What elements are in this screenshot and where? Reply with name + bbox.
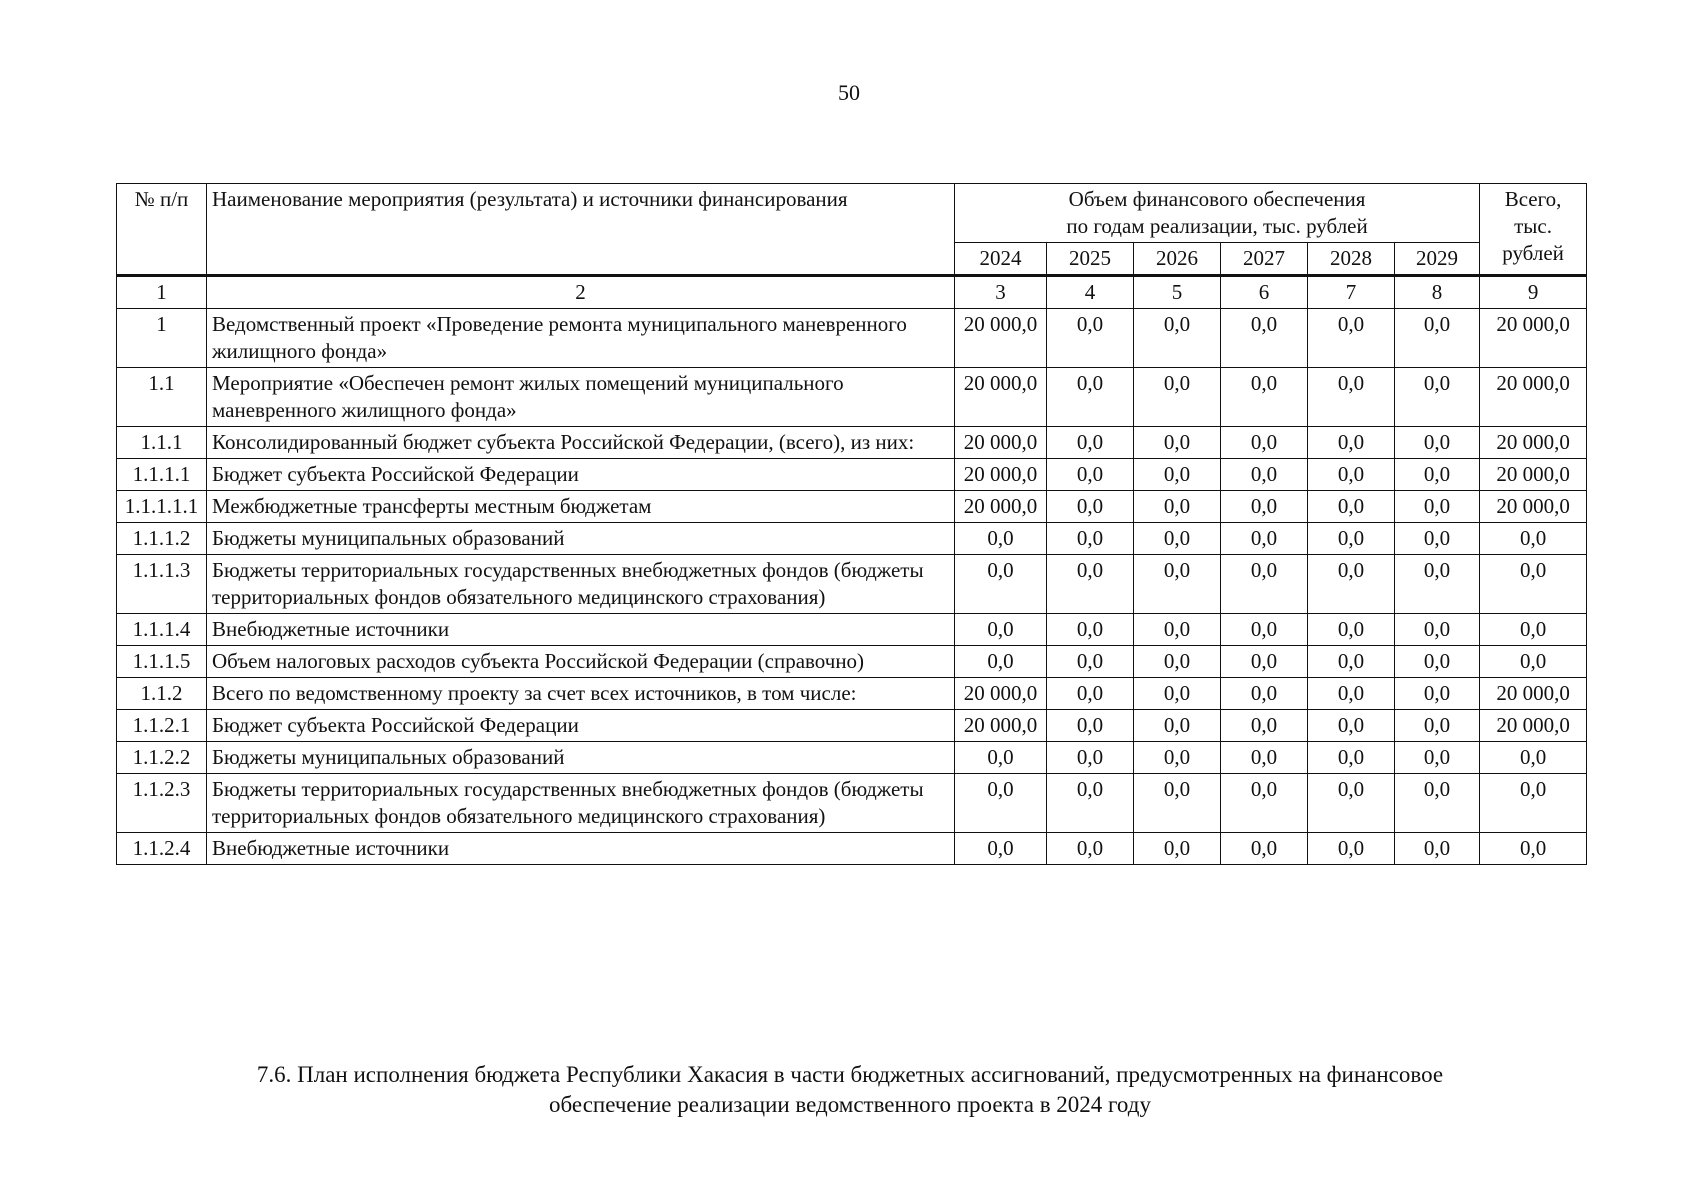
table-row: [117, 555, 1587, 614]
row-year-value: 0,0: [1395, 459, 1480, 491]
row-year-value: 0,0: [1395, 523, 1480, 555]
row-total-value: 0,0: [1480, 742, 1587, 774]
row-number: 1.1.1.1: [117, 459, 207, 491]
row-year-value: 0,0: [955, 555, 1047, 614]
row-year-value: 0,0: [1308, 678, 1395, 710]
section-caption: [120, 1060, 1580, 1120]
table-row: [117, 678, 1587, 710]
table-row: [117, 833, 1587, 865]
row-year-value: 0,0: [1221, 309, 1308, 368]
row-total-value: 0,0: [1480, 774, 1587, 833]
header-number: № п/п: [117, 184, 207, 276]
row-number: 1: [117, 309, 207, 368]
row-total-value: 0,0: [1480, 833, 1587, 865]
row-year-value: 0,0: [1134, 710, 1221, 742]
row-name: Бюджеты муниципальных образований: [207, 742, 955, 774]
row-year-value: 20 000,0: [955, 710, 1047, 742]
row-year-value: 0,0: [1047, 742, 1134, 774]
row-name: Объем налоговых расходов субъекта Российской Федерации (справочно): [207, 646, 955, 678]
row-year-value: 0,0: [1221, 710, 1308, 742]
row-year-value: 0,0: [1047, 555, 1134, 614]
row-year-value: 0,0: [955, 523, 1047, 555]
row-year-value: 0,0: [1395, 491, 1480, 523]
row-total-value: 20 000,0: [1480, 710, 1587, 742]
header-total-line1: Всего,: [1504, 187, 1562, 211]
header-row: [117, 184, 1587, 243]
row-year-value: 0,0: [1395, 710, 1480, 742]
column-index: 1: [117, 276, 207, 309]
table-row: [117, 309, 1587, 368]
row-total-value: 0,0: [1480, 555, 1587, 614]
row-year-value: 0,0: [1047, 774, 1134, 833]
row-name: Межбюджетные трансферты местным бюджетам: [207, 491, 955, 523]
table-row: [117, 742, 1587, 774]
row-year-value: 0,0: [1308, 368, 1395, 427]
row-total-value: 0,0: [1480, 614, 1587, 646]
table-row: [117, 491, 1587, 523]
financing-table: [116, 183, 1587, 865]
row-total-value: 0,0: [1480, 523, 1587, 555]
row-number: 1.1: [117, 368, 207, 427]
page-number: 50: [838, 80, 860, 105]
row-year-value: 0,0: [1308, 742, 1395, 774]
row-total-value: 20 000,0: [1480, 459, 1587, 491]
row-year-value: 0,0: [1308, 555, 1395, 614]
row-year-value: 0,0: [1134, 742, 1221, 774]
column-index: 4: [1047, 276, 1134, 309]
table-row: [117, 368, 1587, 427]
row-year-value: 0,0: [1395, 742, 1480, 774]
row-year-value: 0,0: [1395, 774, 1480, 833]
row-year-value: 0,0: [1395, 678, 1480, 710]
row-number: 1.1.1.3: [117, 555, 207, 614]
row-year-value: 20 000,0: [955, 368, 1047, 427]
row-year-value: 0,0: [1047, 427, 1134, 459]
header-year: 2026: [1134, 243, 1221, 276]
row-name: Мероприятие «Обеспечен ремонт жилых помещений муниципального маневренного жилищного фонда»: [207, 368, 955, 427]
row-year-value: 0,0: [1134, 427, 1221, 459]
row-year-value: 0,0: [1134, 459, 1221, 491]
row-year-value: 0,0: [1221, 555, 1308, 614]
row-year-value: 0,0: [955, 646, 1047, 678]
row-year-value: 0,0: [1134, 555, 1221, 614]
row-number: 1.1.1.2: [117, 523, 207, 555]
row-year-value: 0,0: [1047, 368, 1134, 427]
row-year-value: 0,0: [1308, 309, 1395, 368]
column-index: 7: [1308, 276, 1395, 309]
header-year: 2025: [1047, 243, 1134, 276]
row-year-value: 0,0: [1308, 459, 1395, 491]
row-name: Внебюджетные источники: [207, 614, 955, 646]
row-number: 1.1.1.1.1: [117, 491, 207, 523]
row-year-value: 0,0: [1221, 523, 1308, 555]
row-year-value: 0,0: [955, 614, 1047, 646]
row-year-value: 0,0: [1221, 833, 1308, 865]
row-year-value: 20 000,0: [955, 427, 1047, 459]
row-year-value: 0,0: [1221, 742, 1308, 774]
row-number: 1.1.1.4: [117, 614, 207, 646]
row-name: Бюджет субъекта Российской Федерации: [207, 459, 955, 491]
row-year-value: 0,0: [1134, 678, 1221, 710]
row-year-value: 0,0: [1308, 710, 1395, 742]
row-year-value: 0,0: [1134, 491, 1221, 523]
row-year-value: 0,0: [1395, 309, 1480, 368]
row-year-value: 0,0: [1047, 646, 1134, 678]
table-row: [117, 614, 1587, 646]
table-row: [117, 459, 1587, 491]
row-number: 1.1.1: [117, 427, 207, 459]
row-year-value: 20 000,0: [955, 459, 1047, 491]
row-year-value: 0,0: [955, 833, 1047, 865]
row-name: Бюджеты муниципальных образований: [207, 523, 955, 555]
row-year-value: 0,0: [1221, 459, 1308, 491]
row-year-value: 0,0: [1221, 646, 1308, 678]
row-year-value: 0,0: [1047, 309, 1134, 368]
row-year-value: 0,0: [1221, 427, 1308, 459]
row-name: Бюджеты территориальных государственных внебюджетных фондов (бюджеты территориальных фондов обязательного медицинского страхования): [207, 774, 955, 833]
row-year-value: 0,0: [1134, 614, 1221, 646]
row-number: 1.1.1.5: [117, 646, 207, 678]
column-index: 6: [1221, 276, 1308, 309]
column-index: 9: [1480, 276, 1587, 309]
header-year: 2024: [955, 243, 1047, 276]
column-index: 2: [207, 276, 955, 309]
table-row: [117, 774, 1587, 833]
row-year-value: 0,0: [1047, 491, 1134, 523]
row-name: Всего по ведомственному проекту за счет всех источников, в том числе:: [207, 678, 955, 710]
row-year-value: 0,0: [1308, 614, 1395, 646]
row-year-value: 0,0: [1047, 833, 1134, 865]
header-total: [1480, 184, 1587, 276]
row-year-value: 0,0: [1134, 646, 1221, 678]
row-total-value: 20 000,0: [1480, 427, 1587, 459]
row-year-value: 0,0: [1134, 833, 1221, 865]
row-year-value: 0,0: [955, 742, 1047, 774]
row-year-value: 0,0: [1047, 523, 1134, 555]
column-index: 8: [1395, 276, 1480, 309]
row-year-value: 0,0: [1134, 309, 1221, 368]
row-total-value: 0,0: [1480, 646, 1587, 678]
header-year: 2029: [1395, 243, 1480, 276]
table-row: [117, 523, 1587, 555]
table-row: [117, 427, 1587, 459]
header-total-line2: тыс.: [1514, 214, 1552, 238]
row-number: 1.1.2.1: [117, 710, 207, 742]
row-name: Ведомственный проект «Проведение ремонта муниципального маневренного жилищного фонда»: [207, 309, 955, 368]
row-year-value: 0,0: [1047, 459, 1134, 491]
row-number: 1.1.2.3: [117, 774, 207, 833]
row-year-value: 0,0: [1047, 614, 1134, 646]
table-row: [117, 646, 1587, 678]
header-year: 2028: [1308, 243, 1395, 276]
caption-line2: обеспечение реализации ведомственного проекта в 2024 году: [549, 1092, 1151, 1117]
row-year-value: 0,0: [1395, 427, 1480, 459]
row-year-value: 0,0: [1134, 774, 1221, 833]
row-year-value: 0,0: [1395, 614, 1480, 646]
row-year-value: 20 000,0: [955, 678, 1047, 710]
row-year-value: 0,0: [1395, 833, 1480, 865]
row-year-value: 0,0: [1395, 646, 1480, 678]
table-body: [117, 276, 1587, 865]
header-volume-line1: Объем финансового обеспечения: [1068, 187, 1366, 211]
header-volume: [955, 184, 1480, 243]
row-name: Консолидированный бюджет субъекта Российской Федерации, (всего), из них:: [207, 427, 955, 459]
row-year-value: 0,0: [1308, 491, 1395, 523]
row-name: Внебюджетные источники: [207, 833, 955, 865]
row-year-value: 0,0: [1308, 833, 1395, 865]
row-total-value: 20 000,0: [1480, 368, 1587, 427]
row-number: 1.1.2.4: [117, 833, 207, 865]
row-year-value: 20 000,0: [955, 309, 1047, 368]
row-year-value: 0,0: [1221, 614, 1308, 646]
header-total-line3: рублей: [1502, 241, 1564, 265]
row-name: Бюджеты территориальных государственных внебюджетных фондов (бюджеты территориальных фондов обязательного медицинского страхования): [207, 555, 955, 614]
header-volume-line2: по годам реализации, тыс. рублей: [1066, 214, 1368, 238]
column-index: 3: [955, 276, 1047, 309]
row-year-value: 0,0: [1221, 678, 1308, 710]
row-year-value: 0,0: [1308, 646, 1395, 678]
row-year-value: 0,0: [955, 774, 1047, 833]
row-number: 1.1.2.2: [117, 742, 207, 774]
row-total-value: 20 000,0: [1480, 309, 1587, 368]
row-year-value: 0,0: [1047, 710, 1134, 742]
row-year-value: 0,0: [1221, 368, 1308, 427]
row-year-value: 0,0: [1047, 678, 1134, 710]
row-year-value: 0,0: [1395, 555, 1480, 614]
row-year-value: 0,0: [1308, 427, 1395, 459]
row-year-value: 0,0: [1134, 368, 1221, 427]
row-year-value: 0,0: [1221, 774, 1308, 833]
row-total-value: 20 000,0: [1480, 491, 1587, 523]
table-row: [117, 710, 1587, 742]
caption-line1: 7.6. План исполнения бюджета Республики Хакасия в части бюджетных ассигнований, предусмотренных на финансовое: [256, 1062, 1444, 1087]
header-year: 2027: [1221, 243, 1308, 276]
row-year-value: 0,0: [1308, 774, 1395, 833]
row-year-value: 0,0: [1308, 523, 1395, 555]
column-index-row: [117, 276, 1587, 309]
row-year-value: 0,0: [1395, 368, 1480, 427]
row-name: Бюджет субъекта Российской Федерации: [207, 710, 955, 742]
row-year-value: 0,0: [1134, 523, 1221, 555]
column-index: 5: [1134, 276, 1221, 309]
row-year-value: 0,0: [1221, 491, 1308, 523]
header-name: Наименование мероприятия (результата) и источники финансирования: [207, 184, 955, 276]
row-total-value: 20 000,0: [1480, 678, 1587, 710]
row-number: 1.1.2: [117, 678, 207, 710]
row-year-value: 20 000,0: [955, 491, 1047, 523]
